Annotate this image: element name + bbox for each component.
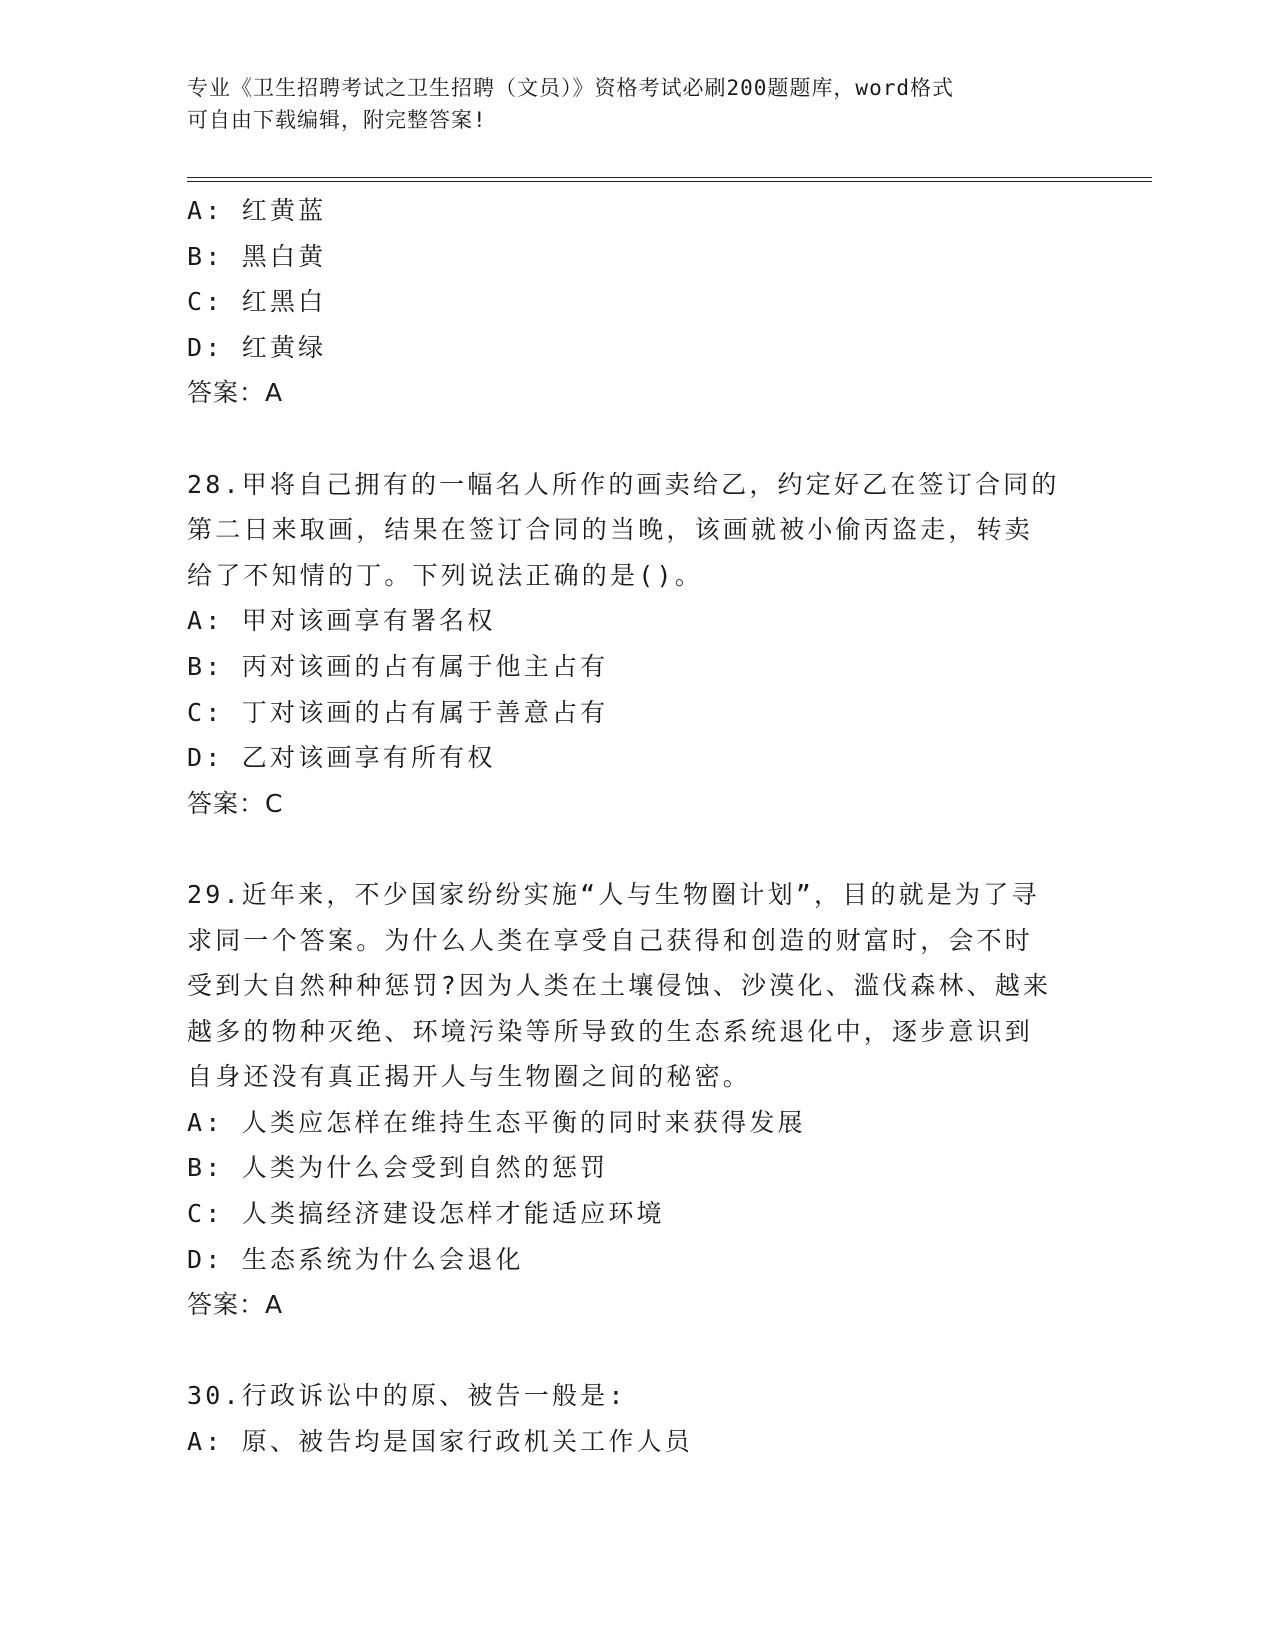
question-27 [187,188,1087,416]
header-divider-top [187,177,1152,178]
option-c: C: 人类搞经济建设怎样才能适应环境 [187,1199,665,1229]
question-stem-line: 越多的物种灭绝、环境污染等所导致的生态系统退化中，逐步意识到 [187,1016,1034,1046]
spacer [187,1328,1087,1374]
question-stem-line: 29.近年来，不少国家纷纷实施“人与生物圈计划”，目的就是为了寻 [187,879,1040,909]
question-stem-line: 自身还没有真正揭开人与生物圈之间的秘密。 [187,1062,752,1092]
header-divider-bottom [187,181,1152,182]
option-d: D: 乙对该画享有所有权 [187,743,496,773]
answer: 答案：A [187,1290,284,1320]
option-a: A: 人类应怎样在维持生态平衡的同时来获得发展 [187,1107,806,1137]
question-30 [187,1373,1087,1464]
question-stem-line: 求同一个答案。为什么人类在享受自己获得和创造的财富时，会不时 [187,925,1034,955]
option-b: B: 丙对该画的占有属于他主占有 [187,651,609,681]
question-stem-line: 第二日来取画，结果在签订合同的当晚，该画就被小偷丙盗走，转卖 [187,515,1034,545]
spacer [187,826,1087,872]
option-d: D: 红黄绿 [187,332,327,362]
option-a: A: 原、被告均是国家行政机关工作人员 [187,1427,693,1457]
question-stem-line: 30.行政诉讼中的原、被告一般是: [187,1381,627,1411]
document-header [187,72,1067,136]
answer: 答案：A [187,378,284,408]
option-d: D: 生态系统为什么会退化 [187,1244,524,1274]
question-stem-line: 受到大自然种种惩罚?因为人类在土壤侵蚀、沙漠化、滥伐森林、越来 [187,971,1052,1001]
question-stem-line: 给了不知情的丁。下列说法正确的是()。 [187,560,703,590]
option-b: B: 人类为什么会受到自然的惩罚 [187,1153,609,1183]
option-b: B: 黑白黄 [187,241,327,271]
option-c: C: 丁对该画的占有属于善意占有 [187,697,609,727]
option-c: C: 红黑白 [187,287,327,317]
header-line-2: 可自由下载编辑，附完整答案! [187,108,487,132]
answer: 答案：C [187,788,284,818]
header-line-1: 专业《卫生招聘考试之卫生招聘（文员）》资格考试必刷200题题库，word格式 [187,76,954,100]
question-list [187,188,1087,1465]
question-29 [187,872,1087,1328]
option-a: A: 甲对该画享有署名权 [187,606,496,636]
question-28 [187,462,1087,827]
question-stem-line: 28.甲将自己拥有的一幅名人所作的画卖给乙，约定好乙在签订合同的 [187,469,1060,499]
option-a: A: 红黄蓝 [187,196,327,225]
spacer [187,416,1087,462]
